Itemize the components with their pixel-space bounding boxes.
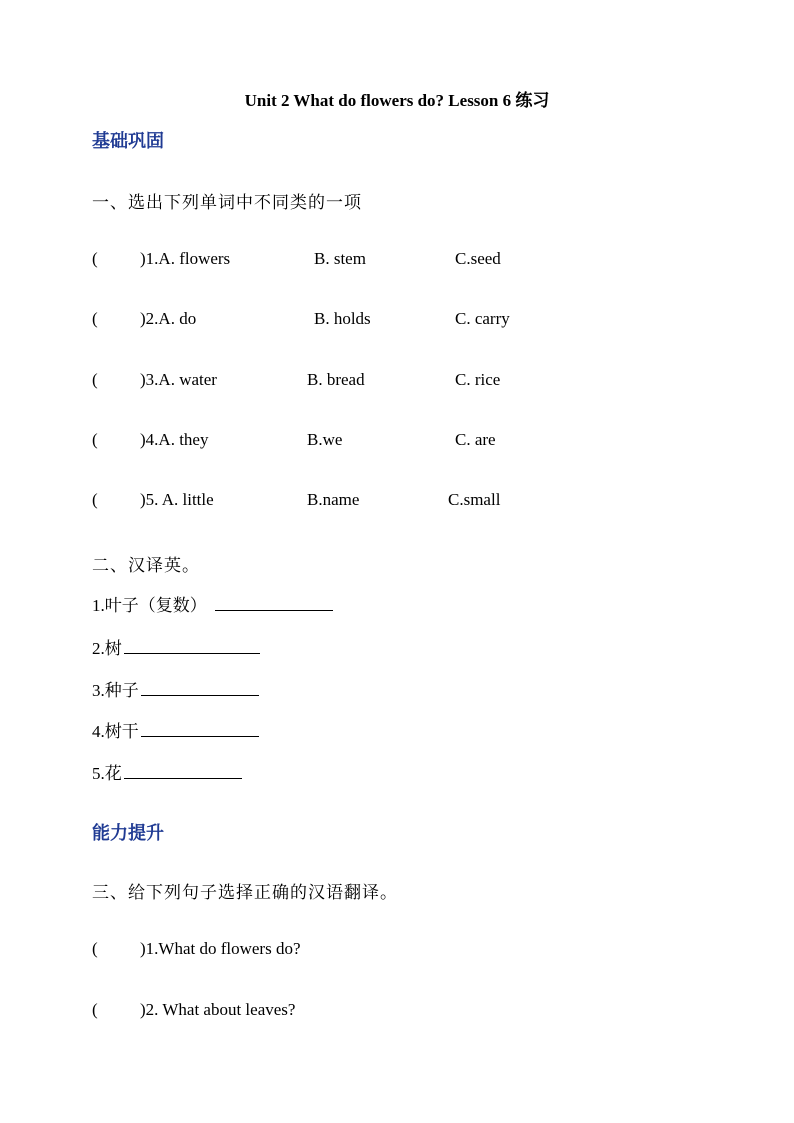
option-a: )4.A. they (140, 430, 209, 449)
option-a: )5. A. little (140, 490, 214, 509)
sentence-item (92, 1000, 692, 1024)
option-c: C. are (455, 430, 496, 449)
option-c: C.seed (455, 249, 501, 268)
sentence-text: )2. What about leaves? (140, 1000, 296, 1019)
section-heading-basic: 基础巩固 (92, 131, 164, 151)
answer-blank[interactable] (215, 594, 333, 611)
choice-row (92, 309, 692, 333)
option-b: B.name (307, 490, 360, 509)
part3-heading: 三、给下列句子选择正确的汉语翻译。 (92, 883, 398, 902)
section-heading-advanced: 能力提升 (92, 823, 164, 843)
option-b: B. bread (307, 370, 365, 389)
sentence-item (92, 939, 692, 963)
answer-paren: ( (92, 249, 98, 268)
option-c: C. rice (455, 370, 501, 389)
translation-item (92, 591, 333, 616)
translation-prompt: 3.种子 (92, 681, 139, 700)
answer-paren: ( (92, 430, 98, 449)
sentence-text: )1.What do flowers do? (140, 939, 301, 958)
choice-row (92, 249, 692, 273)
option-a: )1.A. flowers (140, 249, 231, 268)
page-title: Unit 2 What do flowers do? Lesson 6 练习 (244, 91, 550, 110)
option-c: C.small (448, 490, 501, 509)
part1-heading: 一、选出下列单词中不同类的一项 (92, 193, 362, 212)
answer-blank[interactable] (141, 720, 259, 737)
translation-item (92, 717, 259, 742)
choice-row (92, 490, 692, 514)
translation-prompt: 1.叶子（复数） (92, 596, 207, 615)
answer-paren: ( (92, 309, 98, 328)
option-b: B. stem (314, 249, 366, 268)
translation-prompt: 4.树干 (92, 722, 139, 741)
answer-paren: ( (92, 370, 98, 389)
option-b: B.we (307, 430, 343, 449)
answer-blank[interactable] (124, 637, 260, 654)
translation-item (92, 634, 260, 659)
translation-item (92, 759, 242, 784)
translation-prompt: 5.花 (92, 764, 122, 783)
answer-paren: ( (92, 1000, 98, 1019)
choice-row (92, 370, 692, 394)
option-c: C. carry (455, 309, 510, 328)
part2-heading: 二、汉译英。 (92, 556, 200, 575)
choice-row (92, 430, 692, 454)
answer-blank[interactable] (141, 679, 259, 696)
option-a: )2.A. do (140, 309, 197, 328)
translation-item (92, 676, 259, 701)
translation-prompt: 2.树 (92, 639, 122, 658)
option-a: )3.A. water (140, 370, 217, 389)
option-b: B. holds (314, 309, 371, 328)
answer-blank[interactable] (124, 762, 242, 779)
answer-paren: ( (92, 490, 98, 509)
answer-paren: ( (92, 939, 98, 958)
